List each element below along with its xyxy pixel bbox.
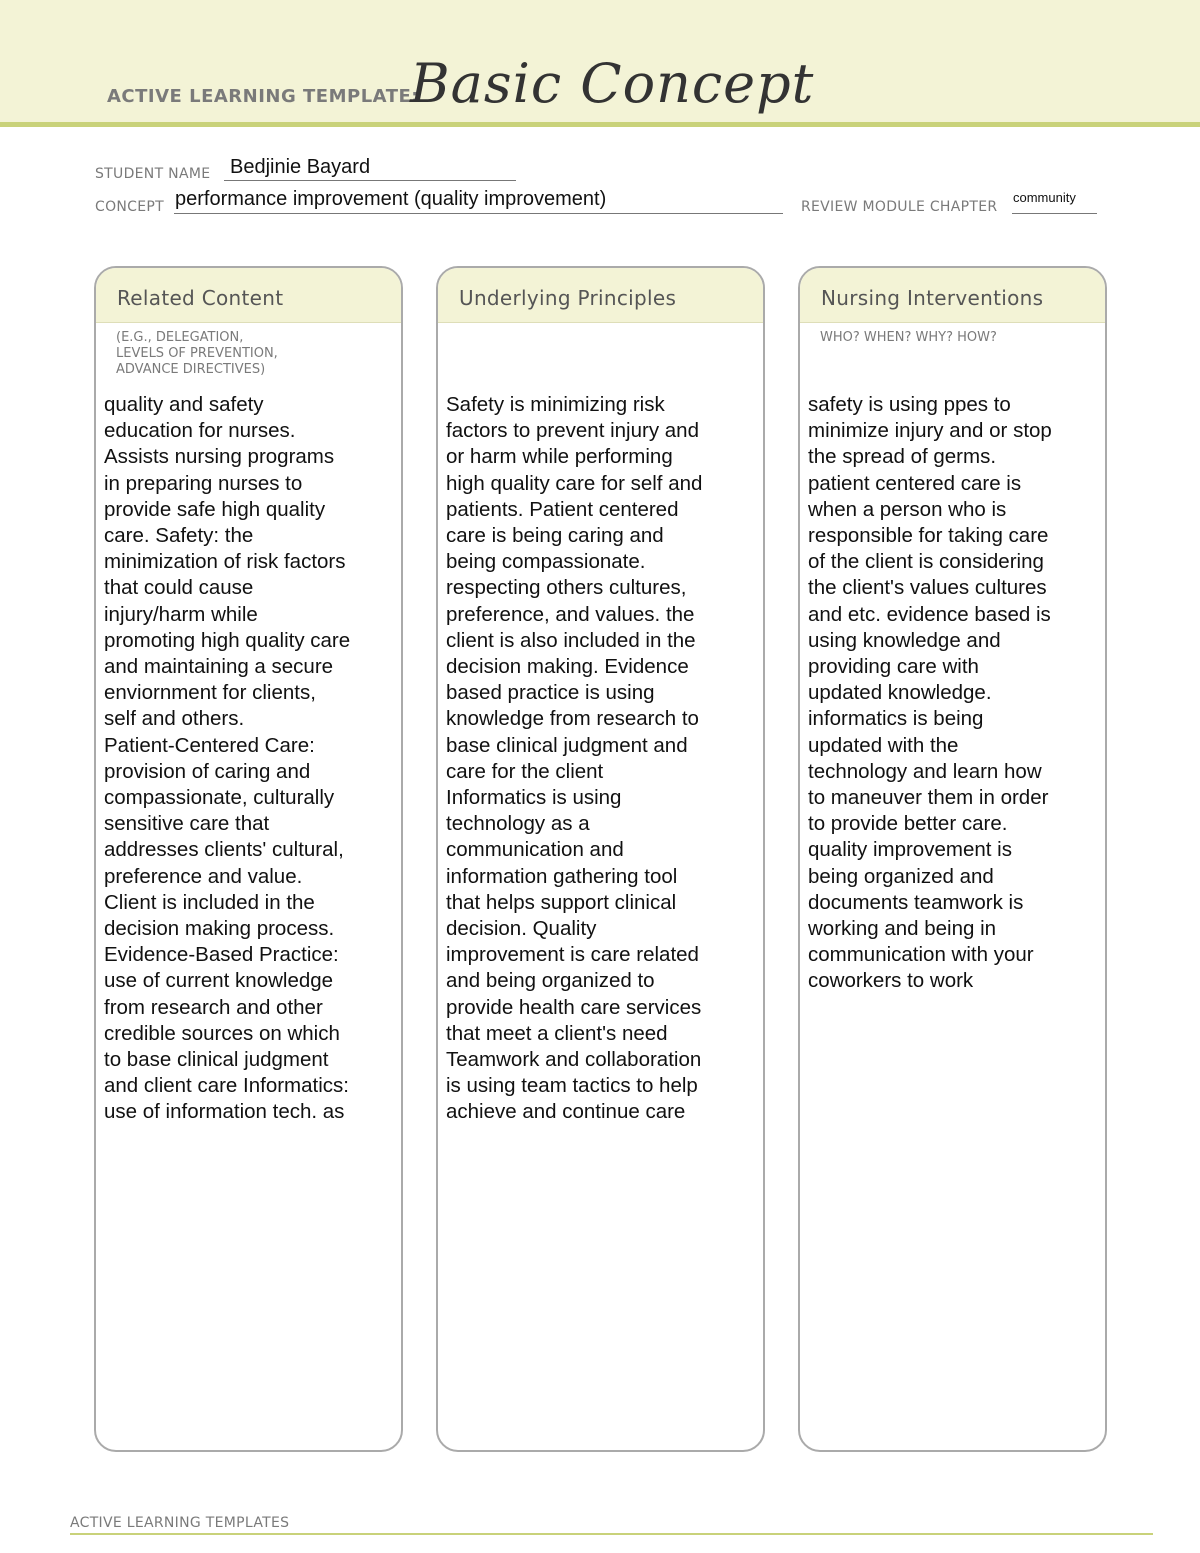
template-label: ACTIVE LEARNING TEMPLATE: xyxy=(107,86,419,107)
nursing-interventions-header: Nursing Interventions xyxy=(800,268,1105,323)
student-name-label: STUDENT NAME xyxy=(95,166,211,182)
underlying-principles-text[interactable]: Safety is minimizing risk factors to prevent injury and or harm while performing high quality care for self and patients. Patient centered care is being caring and being compassionate. respecting others cultures, preference, and values. the client is also included in the decision making. Evidence based practice is using knowledge from research to base clinical judgment and care for the client Informatics is using technology as a communication and information gathering tool that helps support clinical decision. Quality improvement is care related and being organized to provide health care services that meet a client's need Teamwork and collaboration is using team tactics to help achieve and continue care xyxy=(446,393,703,1124)
review-module-field[interactable]: community xyxy=(1013,190,1076,205)
concept-field[interactable]: performance improvement (quality improvement) xyxy=(175,188,607,210)
related-content-panel xyxy=(94,266,403,1452)
footer-rule xyxy=(70,1533,1153,1535)
footer-label: ACTIVE LEARNING TEMPLATES xyxy=(70,1515,290,1531)
student-name-line xyxy=(224,180,516,181)
related-content-header: Related Content xyxy=(96,268,401,323)
student-name-field[interactable]: Bedjinie Bayard xyxy=(230,156,371,178)
nursing-interventions-text[interactable]: safety is using ppes to minimize injury and or stop the spread of germs. patient centered care is when a person who is responsible for taking care of the client is considering the client's values cultures and etc. evidence based is using knowledge and providing care with updated knowledge. informatics is being updated with the technology and learn how to maneuver them in order to provide better care. quality improvement is being organized and documents teamwork is working and being in communication with your coworkers to work xyxy=(808,393,1052,993)
review-module-label: REVIEW MODULE CHAPTER xyxy=(801,199,998,215)
related-content-subtitle: (E.G., DELEGATION, LEVELS OF PREVENTION, ADVANCE DIRECTIVES) xyxy=(116,330,278,377)
template-title: Basic Concept xyxy=(410,52,815,115)
header-rule xyxy=(0,122,1200,127)
underlying-principles-header: Underlying Principles xyxy=(438,268,763,323)
nursing-interventions-panel xyxy=(798,266,1107,1452)
concept-label: CONCEPT xyxy=(95,199,164,215)
review-module-line xyxy=(1012,213,1097,214)
related-content-text[interactable]: quality and safety education for nurses. Assists nursing programs in preparing nurses to provide safe high quality care. Safety: the minimization of risk factors that could cause injury/harm while promoting high quality care and maintaining a secure enviornment for clients, self and others. Patient-Centered Care: provision of caring and compassionate, culturally sensitive care that addresses clients' cultural, preference and value. Client is included in the decision making process. Evidence-Based Practice: use of current knowledge from research and other credible sources on which to base clinical judgment and client care Informatics: use of information tech. as xyxy=(104,393,351,1124)
nursing-interventions-subtitle: WHO? WHEN? WHY? HOW? xyxy=(820,330,997,345)
concept-line xyxy=(174,213,783,214)
underlying-principles-panel xyxy=(436,266,765,1452)
